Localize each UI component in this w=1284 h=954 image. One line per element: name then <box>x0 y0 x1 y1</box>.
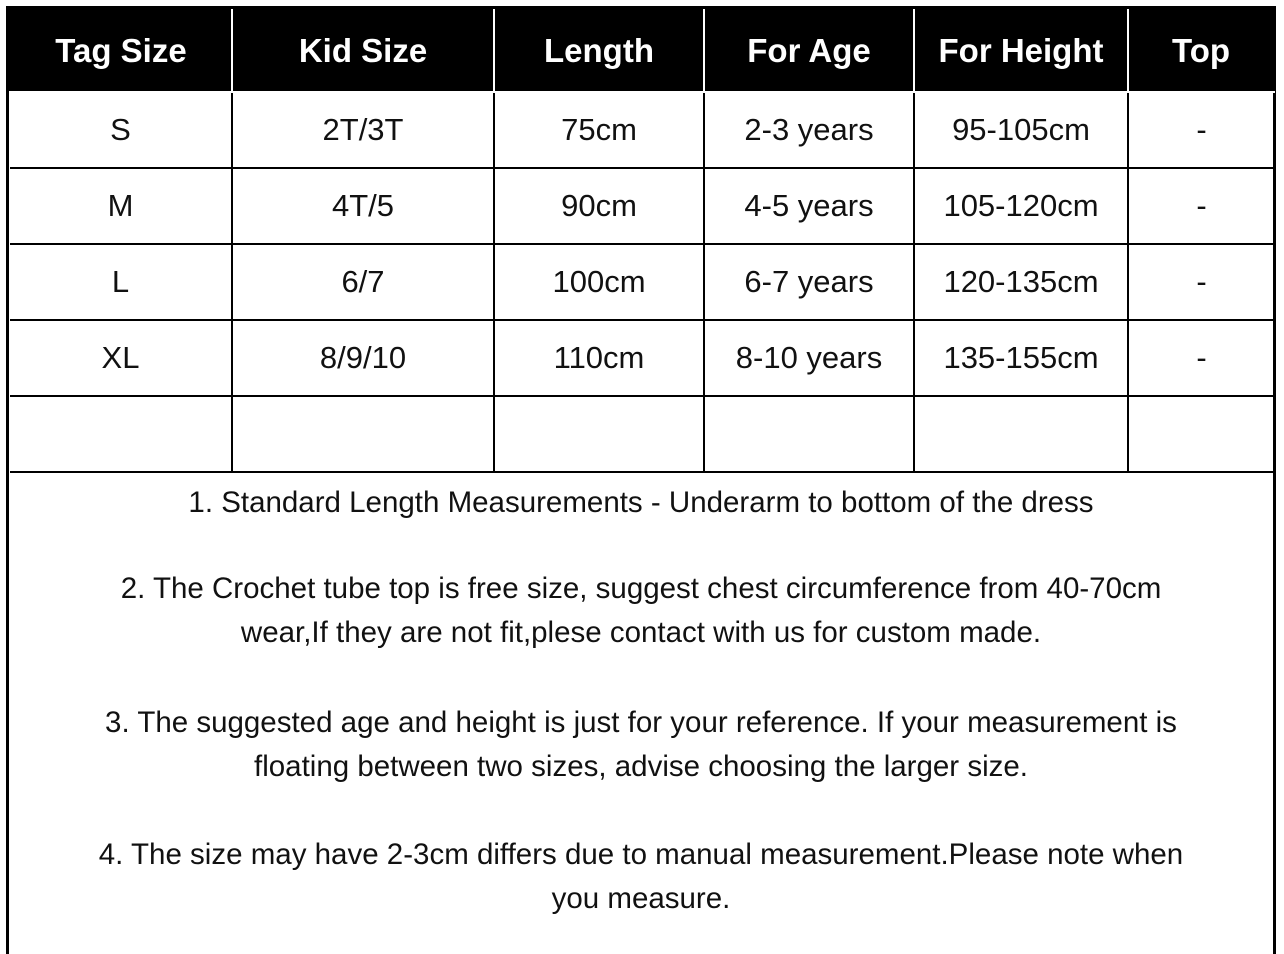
note-2-line-2: wear,If they are not fit,plese contact with us for custom made. <box>240 616 1042 649</box>
cell-for-height: 95-105cm <box>914 92 1128 168</box>
cell-for-age: 6-7 years <box>704 244 914 320</box>
cell-for-height: 135-155cm <box>914 320 1128 396</box>
note-3-line-1: 3. The suggested age and height is just for your reference. If your measurement is <box>105 706 1177 739</box>
table-header-row <box>10 10 1274 92</box>
note-2-line-1: 2. The Crochet tube top is free size, suggest chest circumference from 40-70cm <box>120 572 1162 605</box>
cell-top: - <box>1128 168 1274 244</box>
header-tag-size: Tag Size <box>10 10 232 92</box>
cell-tag-size: XL <box>10 320 232 396</box>
header-kid-size: Kid Size <box>232 10 494 92</box>
cell-for-height: 120-135cm <box>914 244 1128 320</box>
cell-top: - <box>1128 244 1274 320</box>
cell-length: 110cm <box>494 320 704 396</box>
header-top: Top <box>1128 10 1274 92</box>
size-chart-table <box>9 9 1275 473</box>
header-for-age: For Age <box>704 10 914 92</box>
cell-length: 75cm <box>494 92 704 168</box>
table-row <box>10 244 1274 320</box>
table-row <box>10 320 1274 396</box>
cell-empty <box>232 396 494 472</box>
cell-for-age: 4-5 years <box>704 168 914 244</box>
cell-empty <box>494 396 704 472</box>
cell-tag-size: L <box>10 244 232 320</box>
cell-length: 90cm <box>494 168 704 244</box>
table-row-empty <box>10 396 1274 472</box>
cell-length: 100cm <box>494 244 704 320</box>
note-2 <box>9 567 1273 655</box>
cell-empty <box>10 396 232 472</box>
note-1 <box>9 481 1273 525</box>
note-4-line-2: you measure. <box>551 882 731 915</box>
cell-kid-size: 2T/3T <box>232 92 494 168</box>
cell-for-height: 105-120cm <box>914 168 1128 244</box>
header-length: Length <box>494 10 704 92</box>
cell-for-age: 8-10 years <box>704 320 914 396</box>
cell-kid-size: 8/9/10 <box>232 320 494 396</box>
header-for-height: For Height <box>914 10 1128 92</box>
note-3-line-2: floating between two sizes, advise choosing the larger size. <box>254 750 1028 783</box>
cell-empty <box>914 396 1128 472</box>
table-row <box>10 92 1274 168</box>
note-1-line-1: 1. Standard Length Measurements - Underarm to bottom of the dress <box>188 486 1094 519</box>
cell-top: - <box>1128 92 1274 168</box>
cell-tag-size: S <box>10 92 232 168</box>
cell-kid-size: 4T/5 <box>232 168 494 244</box>
cell-empty <box>1128 396 1274 472</box>
cell-kid-size: 6/7 <box>232 244 494 320</box>
size-notes <box>9 473 1273 921</box>
cell-top: - <box>1128 320 1274 396</box>
size-chart-frame <box>6 6 1276 954</box>
cell-tag-size: M <box>10 168 232 244</box>
note-4 <box>9 833 1273 921</box>
note-3 <box>9 701 1273 789</box>
note-4-line-1: 4. The size may have 2-3cm differs due to manual measurement.Please note when <box>98 838 1184 871</box>
cell-for-age: 2-3 years <box>704 92 914 168</box>
table-row <box>10 168 1274 244</box>
cell-empty <box>704 396 914 472</box>
